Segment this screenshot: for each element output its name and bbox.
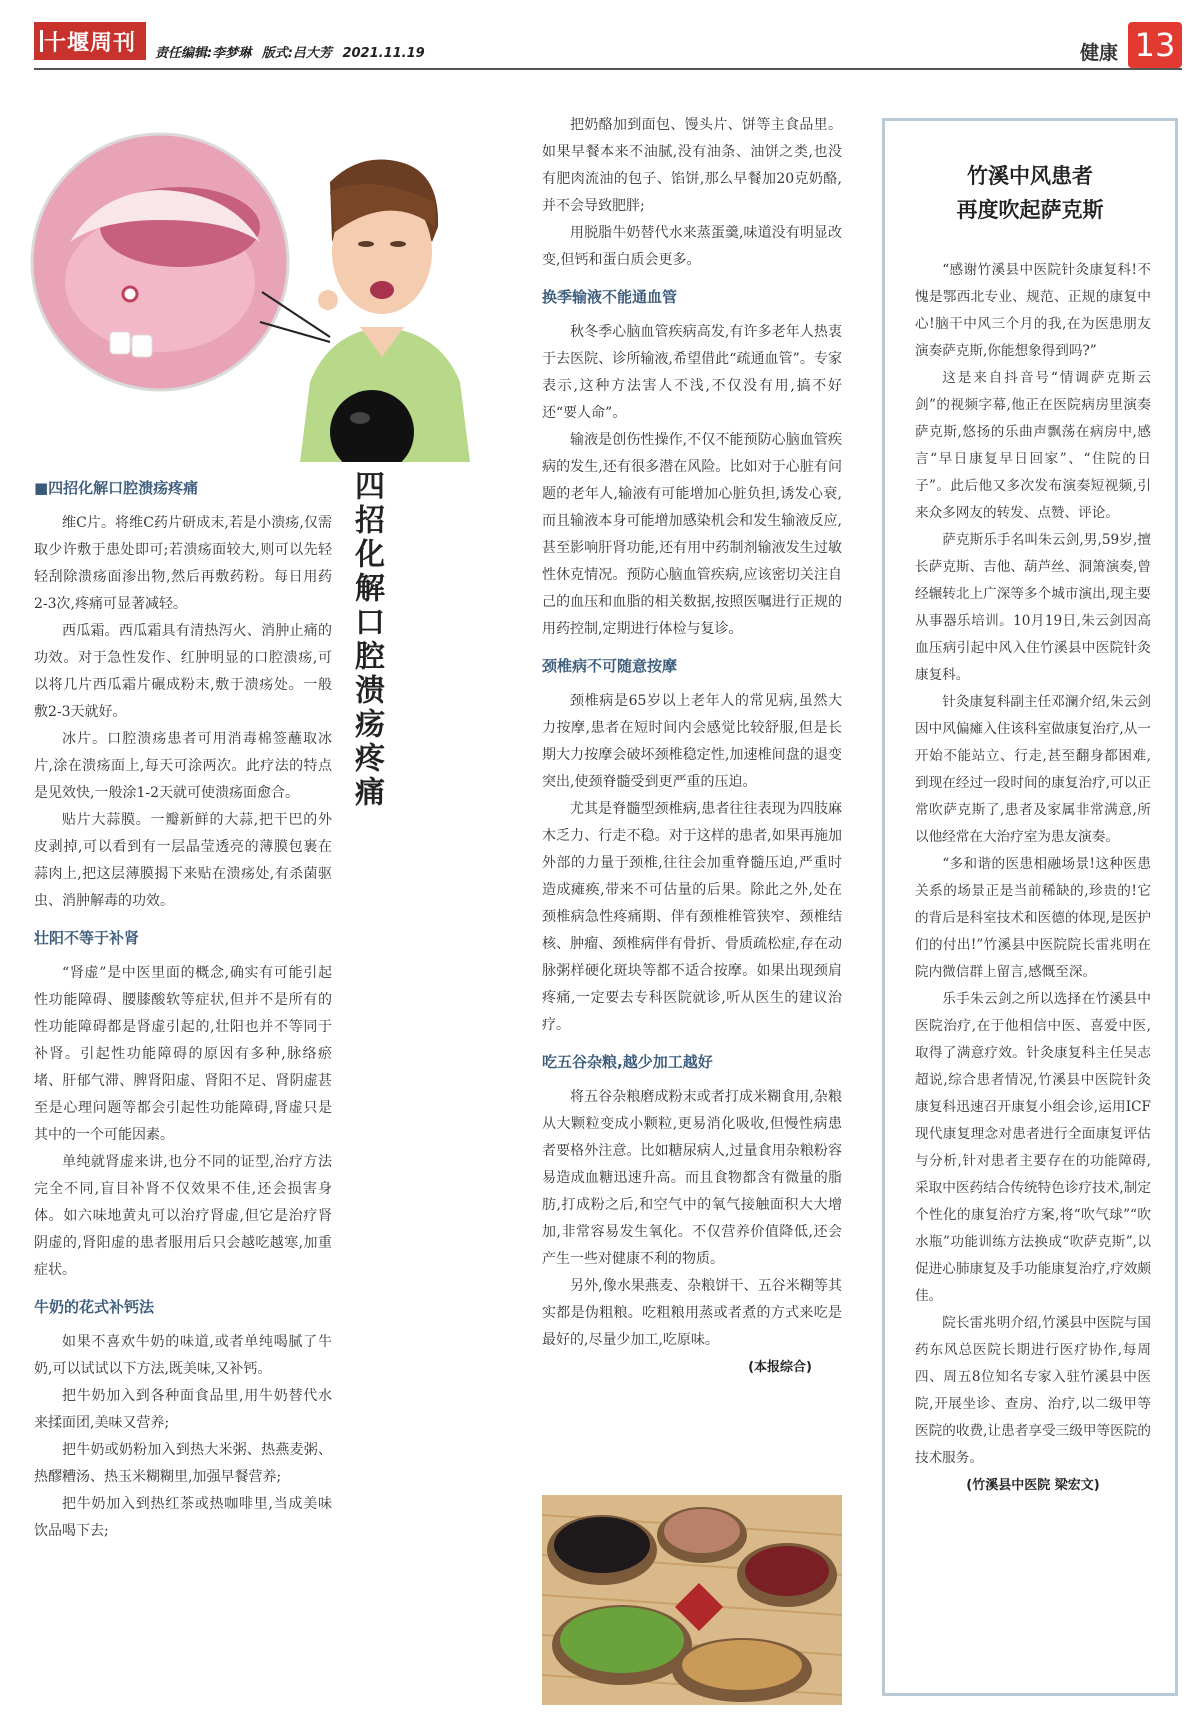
heading-grains: 吃五谷杂粮,越少加工越好 [542, 1053, 713, 1071]
main-vertical-title: 四招化解口腔溃疡疼痛 [349, 470, 384, 810]
paragraph: 输液是创伤性操作,不仅不能预防心脑血管疾病的发生,还有很多潜在风险。比如对于心脏有问题的老年人,输液有可能增加心脏负担,诱发心衰,而且输液本身可能增加感染机会和发生输液反应,甚至影响肝肾功能,还有用中药制剂输液发生过敏性休克情况。预防心脑血管疾病,应该密切关注自己的血压和血脂的相关数据,按照医嘱进行正规的用药控制,定期进行体检与复诊。 [542, 432, 842, 637]
column-middle [542, 112, 842, 1381]
masthead-text: 十堰周刊 [43, 29, 136, 56]
paragraph: 秋冬季心脑血管疾病高发,有许多老年人热衷于去医院、诊所输液,希望借此“疏通血管”。专家表示,这种方法害人不浅,不仅没有用,搞不好还“要人命”。 [542, 324, 842, 421]
paragraph: 另外,像水果燕麦、杂粮饼干、五谷米糊等其实都是伪粗粮。吃粗粮用蒸或者煮的方式来吃是最好的,尽量少加工,吃原味。 [542, 1278, 842, 1348]
paragraph: 用脱脂牛奶替代水来蒸蛋羹,味道没有明显改变,但钙和蛋白质会更多。 [542, 225, 842, 268]
header-divider [34, 68, 1182, 70]
paragraph: 把牛奶加入到各种面食品里,用牛奶替代水来揉面团,美味又营养; [34, 1388, 332, 1431]
sidebar-title-line: 再度吹起萨克斯 [956, 197, 1104, 222]
sidebar-body [915, 257, 1151, 1499]
layout-name: 版式:吕大芳 [261, 46, 332, 61]
heading-kidney: 壮阳不等于补肾 [34, 929, 140, 947]
column-left [34, 475, 332, 1545]
heading-cervical: 颈椎病不可随意按摩 [542, 657, 678, 675]
paragraph: 如果不喜欢牛奶的味道,或者单纯喝腻了牛奶,可以试试以下方法,既美味,又补钙。 [34, 1334, 332, 1377]
paragraph: 贴片大蒜膜。一瓣新鲜的大蒜,把干巴的外皮剥掉,可以看到有一层晶莹透亮的薄膜包裹在蒜肉上,把这层薄膜揭下来贴在溃疡处,有杀菌驱虫、消肿解毒的功效。 [34, 812, 332, 909]
paragraph: “感谢竹溪县中医院针灸康复科!不愧是鄂西北专业、规范、正规的康复中心!脑干中风三个月的我,在为医患朋友演奏萨克斯,你能想象得到吗?” [915, 262, 1151, 359]
paragraph: 针灸康复科副主任邓澜介绍,朱云剑因中风偏瘫入住该科室做康复治疗,从一开始不能站立、行走,甚至翻身都困难,到现在经过一段时间的康复治疗,可以正常吹萨克斯了,患者及家属非常满意,所以他经常在大治疗室为患友演奏。 [915, 694, 1151, 845]
paragraph: 尤其是脊髓型颈椎病,患者往往表现为四肢麻木乏力、行走不稳。对于这样的患者,如果再施加外部的力量于颈椎,往往会加重脊髓压迫,严重时造成瘫痪,带来不可估量的后果。除此之外,处在颈椎病急性疼痛期、伴有颈椎椎管狭窄、颈椎结核、肿瘤、颈椎病伴有骨折、骨质疏松症,存在动脉粥样硬化斑块等都不适合按摩。如果出现颈肩疼痛,一定要去专科医院就诊,听从医生的建议治疗。 [542, 801, 842, 1033]
paragraph: 把牛奶或奶粉加入到热大米粥、热燕麦粥、热醪糟汤、热玉米糊糊里,加强早餐营养; [34, 1442, 332, 1485]
paragraph: 西瓜霜。西瓜霜具有清热泻火、消肿止痛的功效。对于急性发作、红肿明显的口腔溃疡,可以将几片西瓜霜片碾成粉末,敷于溃疡处。一般敷2-3天就好。 [34, 623, 332, 720]
sidebar-article-box [882, 118, 1178, 1696]
issue-date: 2021.11.19 [342, 46, 425, 61]
editor-credits [155, 42, 431, 61]
paragraph: 乐手朱云剑之所以选择在竹溪县中医院治疗,在于他相信中医、喜爱中医,取得了满意疗效。针灸康复科主任吴志超说,综合患者情况,竹溪县中医院针灸康复科迅速召开康复小组会诊,运用ICF现代康复理念对患者进行全面康复评估与分析,针对患者主要存在的功能障碍,采取中医药结合传统特色诊疗技术,制定个性化的康复治疗方案,将“吹气球”“吹水瓶”功能训练方法换成“吹萨克斯”,以促进心肺康复及手功能康复治疗,疗效颇佳。 [915, 991, 1151, 1304]
paragraph: “肾虚”是中医里面的概念,确实有可能引起性功能障碍、腰膝酸软等症状,但并不是所有的性功能障碍都是肾虚引起的,壮阳也并不等同于补肾。引起性功能障碍的原因有多种,脉络瘀堵、肝郁气滞、脾肾阳虚、肾阳不足、肾阴虚甚至是心理问题等都会引起性功能障碍,肾虚只是其中的一个可能因素。 [34, 965, 332, 1143]
heading-infusion: 换季输液不能通血管 [542, 288, 678, 306]
paragraph: 把奶酪加到面包、馒头片、饼等主食品里。如果早餐本来不油腻,没有油条、油饼之类,也没有肥肉流油的包子、馅饼,那么早餐加20克奶酪,并不会导致肥胖; [542, 117, 842, 214]
author-credit: (竹溪县中医院 梁宏文) [966, 1478, 1100, 1493]
paragraph: 颈椎病是65岁以上老年人的常见病,虽然大力按摩,患者在短时间内会感觉比较舒服,但是长期大力按摩会破坏颈椎稳定性,加速椎间盘的退变突出,使颈脊髓受到更严重的压迫。 [542, 693, 842, 790]
paragraph: 将五谷杂粮磨成粉末或者打成米糊食用,杂粮从大颗粒变成小颗粒,更易消化吸收,但慢性病患者要格外注意。比如糖尿病人,过量食用杂粮粉容易造成血糖迅速升高。而且食物都含有微量的脂肪,打成粉之后,和空气中的氧气接触面积大大增加,非常容易发生氧化。不仅营养价值降低,还会产生一些对健康不利的物质。 [542, 1089, 842, 1267]
paragraph: 冰片。口腔溃疡患者可用消毒棉签蘸取冰片,涂在溃疡面上,每天可涂两次。此疗法的特点是见效快,一般涂1-2天就可使溃疡面愈合。 [34, 731, 332, 801]
masthead-bar [40, 30, 43, 52]
paragraph: 萨克斯乐手名叫朱云剑,男,59岁,擅长萨克斯、吉他、葫芦丝、洞箫演奏,曾经辗转北上广深等多个城市演出,现主要从事器乐培训。10月19日,朱云剑因高血压病引起中风入住竹溪县中医院针灸康复科。 [915, 532, 1151, 683]
mouth-ulcer-svg [30, 132, 510, 462]
masthead-logo [34, 22, 146, 60]
grains-svg [542, 1495, 842, 1705]
paragraph: “多和谐的医患相融场景!这种医患关系的场景正是当前稀缺的,珍贵的!它的背后是科室技术和医德的体现,是医护们的付出!”竹溪县中医院院长雷兆明在院内微信群上留言,感慨至深。 [915, 856, 1151, 980]
sidebar-title [885, 159, 1175, 227]
paragraph: 维C片。将维C药片研成末,若是小溃疡,仅需取少许敷于患处即可;若溃疡面较大,则可以先轻轻刮除溃疡面渗出物,然后再敷药粉。每日用药2-3次,疼痛可显著减轻。 [34, 515, 332, 612]
source-credit: (本报综合) [748, 1360, 812, 1375]
paragraph: 这是来自抖音号“情调萨克斯云剑”的视频字幕,他正在医院病房里演奏萨克斯,悠扬的乐曲声飘荡在病房中,感言“早日康复早日回家”、“住院的日子”。此后他又多次发布演奏短视频,引来众多网友的转发、点赞、评论。 [915, 370, 1151, 521]
mouth-ulcer-illustration [30, 132, 510, 462]
page-number: 13 [1128, 22, 1182, 68]
heading-oral-ulcer: ■四招化解口腔溃疡疼痛 [34, 479, 199, 497]
grains-photo [542, 1495, 842, 1705]
heading-milk-calcium: 牛奶的花式补钙法 [34, 1298, 155, 1316]
sidebar-title-line: 竹溪中风患者 [967, 163, 1093, 188]
paragraph: 单纯就肾虚来讲,也分不同的证型,治疗方法完全不同,盲目补肾不仅效果不佳,还会损害身体。如六味地黄丸可以治疗肾虚,但它是治疗肾阴虚的,肾阳虚的患者服用后只会越吃越寒,加重症状。 [34, 1154, 332, 1278]
editor-name: 责任编辑:李梦琳 [155, 46, 252, 61]
paragraph: 院长雷兆明介绍,竹溪县中医院与国药东风总医院长期进行医疗协作,每周四、周五8位知名专家入驻竹溪县中医院,开展坐诊、查房、治疗,以二级甲等医院的收费,让患者享受三级甲等医院的技术服务。 [915, 1315, 1151, 1466]
section-name: 健康 [1080, 42, 1119, 64]
paragraph: 把牛奶加入到热红茶或热咖啡里,当成美味饮品喝下去; [34, 1496, 332, 1539]
